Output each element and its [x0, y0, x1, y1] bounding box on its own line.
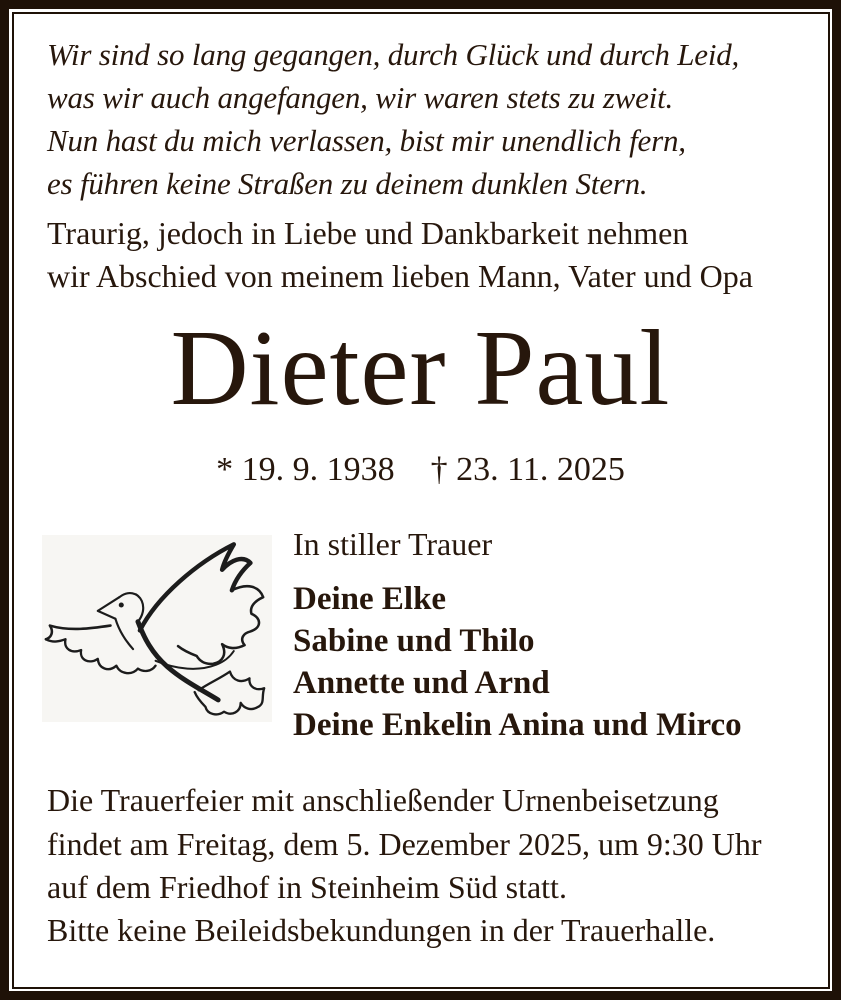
- life-dates: [0, 450, 841, 490]
- memorial-poem: [47, 33, 739, 205]
- mourner-name: Deine Elke: [293, 581, 447, 617]
- condolence-note: Bitte keine Beileidsbekundungen in der Trauerhalle.: [47, 912, 716, 948]
- mourners-list: [293, 578, 742, 746]
- dove-icon: [42, 535, 272, 722]
- mourning-header: In stiller Trauer: [293, 526, 493, 562]
- intro-line: Traurig, jedoch in Liebe und Dankbarkeit nehmen: [47, 215, 689, 251]
- birth-date: * 19. 9. 1938: [216, 451, 395, 488]
- poem-line: Nun hast du mich verlassen, bist mir unendlich fern,: [47, 123, 686, 158]
- funeral-details: [47, 779, 761, 910]
- funeral-line: Die Trauerfeier mit anschließender Urnenbeisetzung: [47, 782, 719, 818]
- dove-image: [42, 535, 272, 722]
- poem-line: es führen keine Straßen zu deinem dunklen Stern.: [47, 166, 648, 201]
- poem-line: was wir auch angefangen, wir waren stets zu zweit.: [47, 80, 674, 115]
- intro-line: wir Abschied von meinem lieben Mann, Vater und Opa: [47, 258, 753, 294]
- funeral-line: findet am Freitag, dem 5. Dezember 2025, um 9:30 Uhr: [47, 825, 762, 862]
- farewell-intro: [47, 212, 753, 298]
- mourner-name: Annette und Arnd: [293, 665, 550, 701]
- deceased-name: Dieter Paul: [170, 309, 671, 428]
- poem-line: Wir sind so lang gegangen, durch Glück und durch Leid,: [47, 37, 740, 72]
- mourner-name: Sabine und Thilo: [293, 623, 535, 659]
- mourner-name: Deine Enkelin Anina und Mirco: [293, 707, 742, 743]
- death-date: † 23. 11. 2025: [430, 451, 625, 488]
- funeral-line: auf dem Friedhof in Steinheim Süd statt.: [47, 869, 567, 905]
